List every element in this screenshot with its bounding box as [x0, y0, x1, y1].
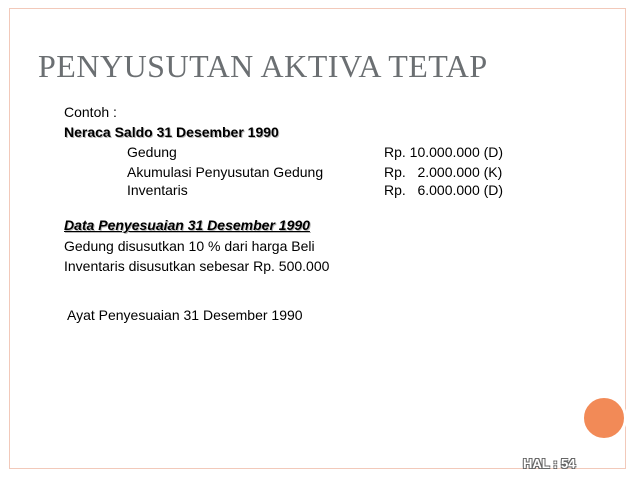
example-label: Contoh : [64, 104, 117, 120]
trial-balance-amount: Rp. 10.000.000 (D) [384, 144, 504, 160]
adjustment-line: Gedung disusutkan 10 % dari harga Beli [64, 238, 315, 254]
trial-balance-account: Akumulasi Penyusutan Gedung [127, 164, 324, 180]
journal-label: Ayat Penyesuaian 31 Desember 1990 [67, 307, 303, 323]
trial-balance-heading: Neraca Saldo 31 Desember 1990 [64, 124, 279, 140]
trial-balance-account: Inventaris [127, 182, 188, 198]
slide-title: PENYUSUTAN AKTIVA TETAP [38, 48, 488, 84]
trial-balance-amount: Rp. 6.000.000 (D) [384, 182, 504, 198]
accent-circle [581, 395, 627, 441]
adjustment-line: Inventaris disusutkan sebesar Rp. 500.000 [64, 258, 330, 274]
trial-balance-account: Gedung [127, 144, 177, 160]
trial-balance-amount: Rp. 2.000.000 (K) [384, 164, 503, 180]
page-number: HAL : 54 [523, 456, 576, 471]
adjustment-heading: Data Penyesuaian 31 Desember 1990 [64, 217, 310, 233]
